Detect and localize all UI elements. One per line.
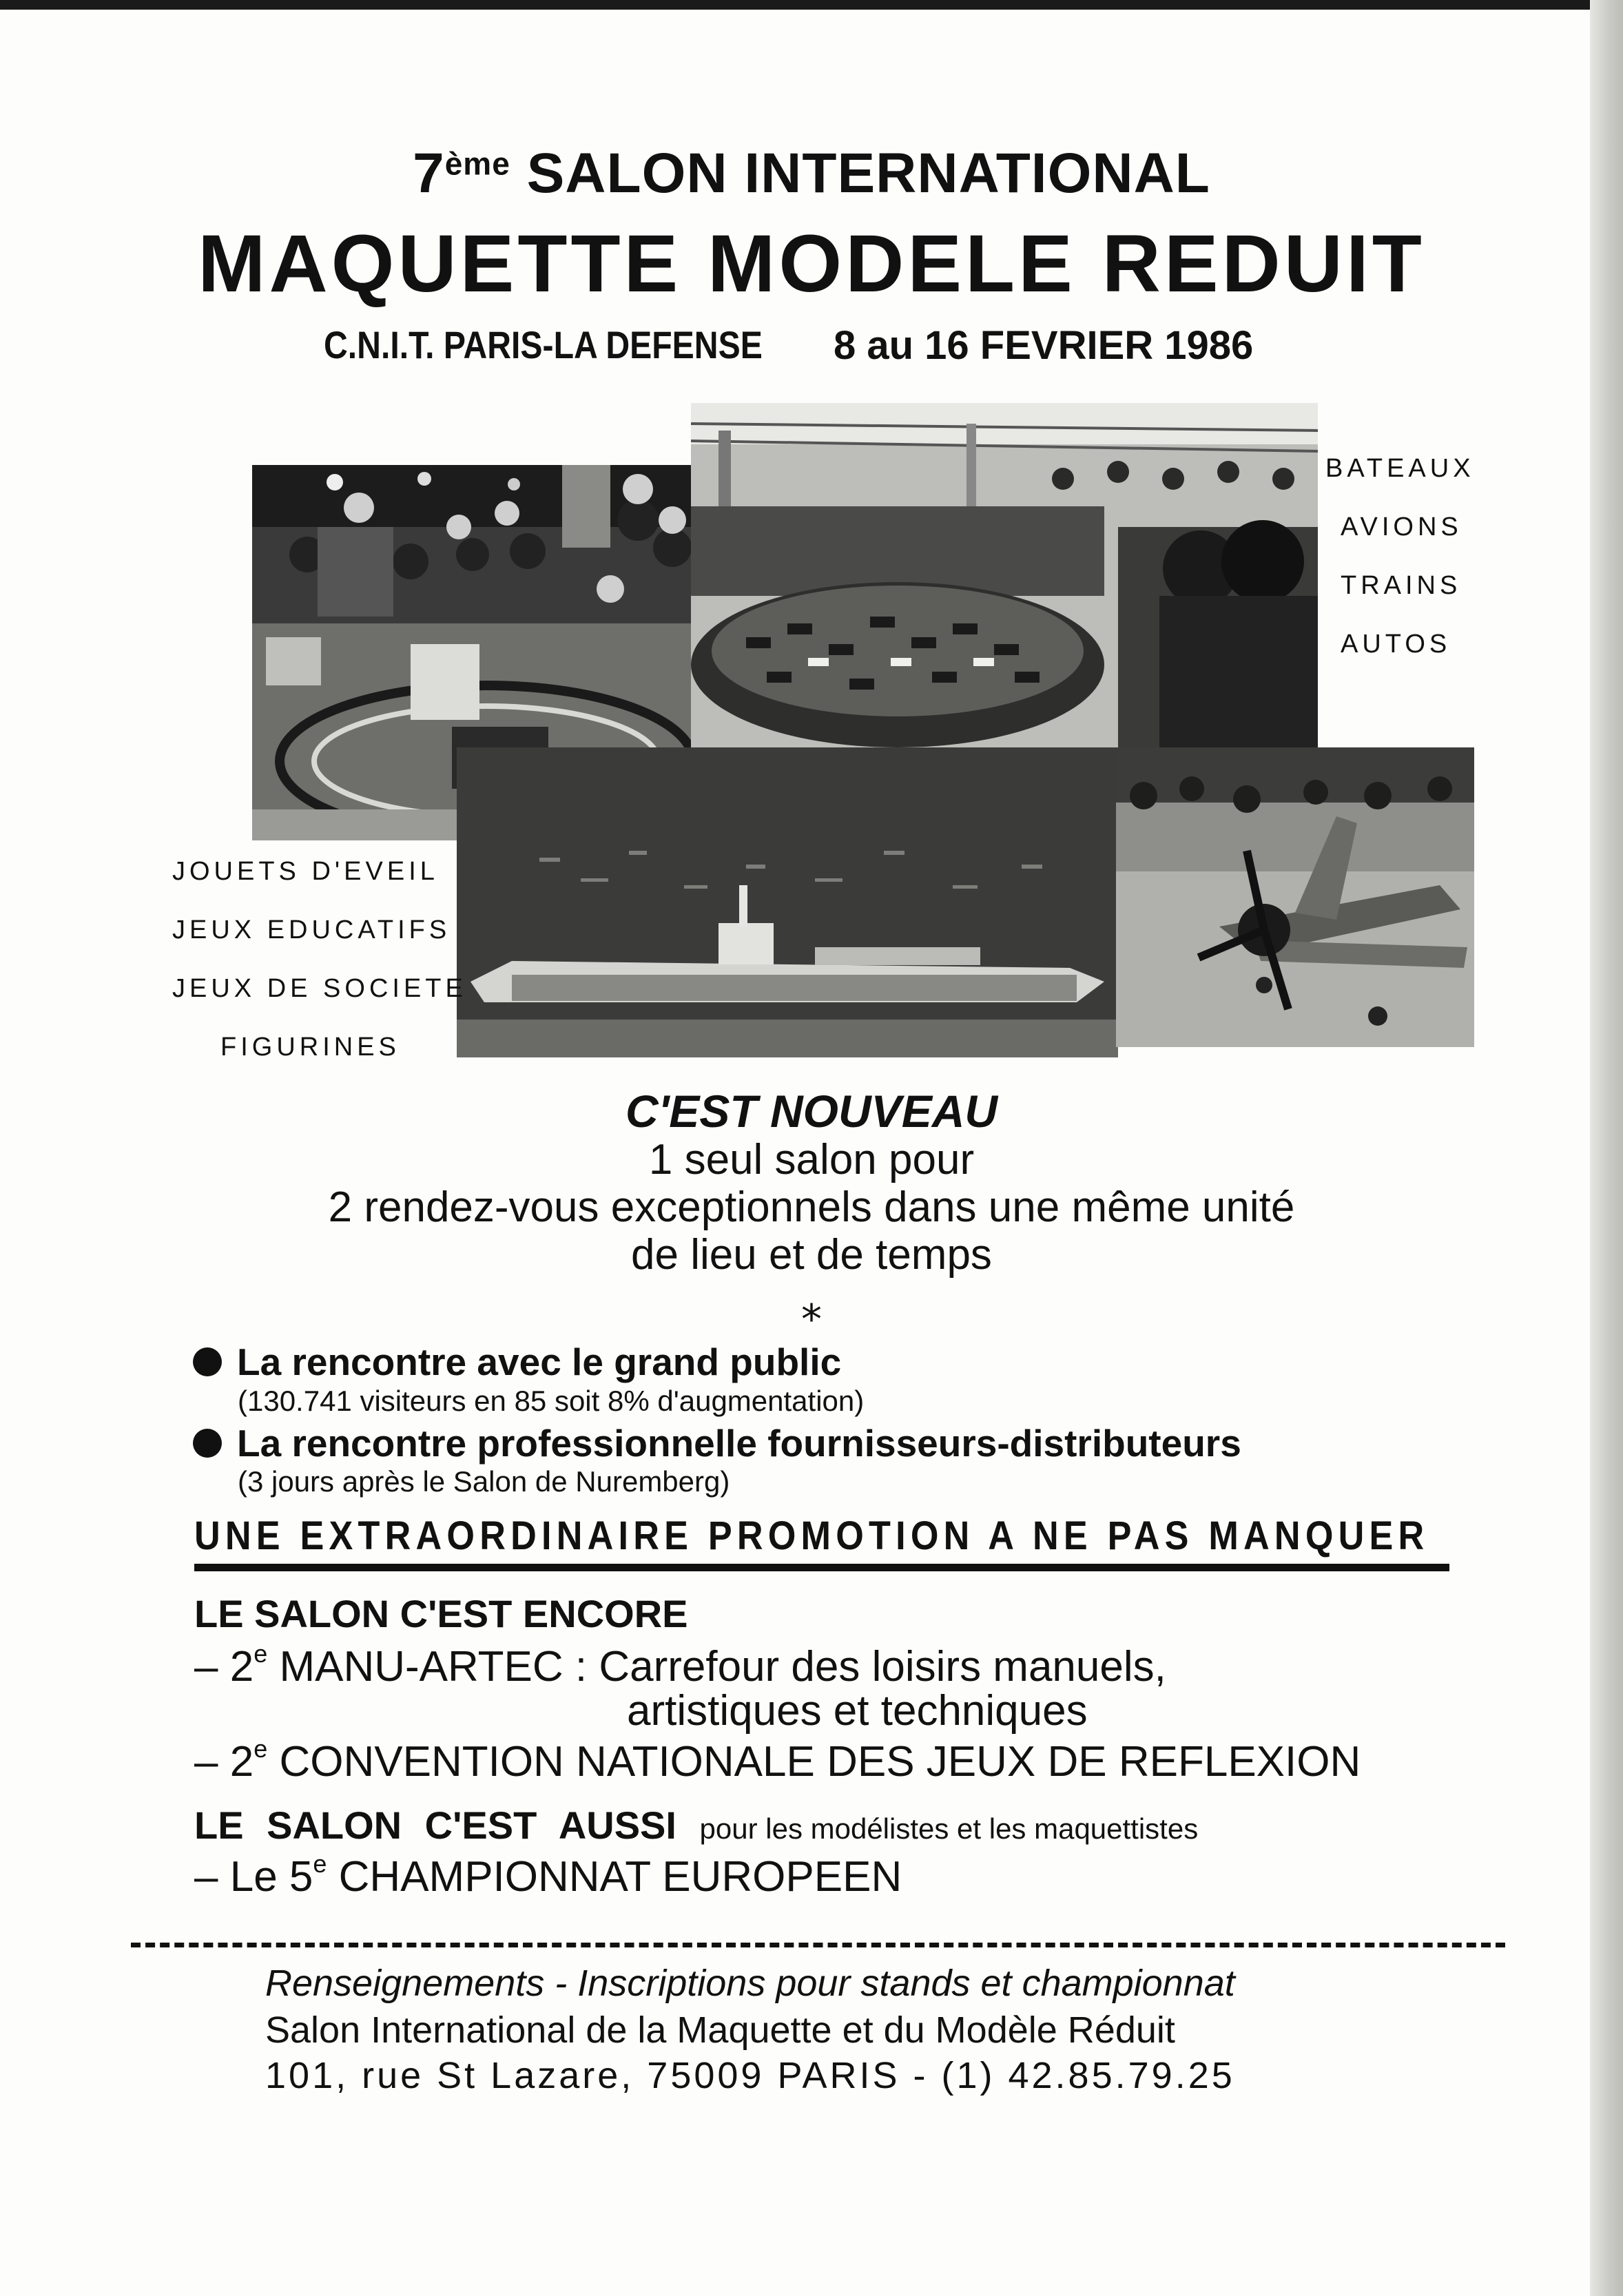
encore-item: – 2e MANU-ARTEC : Carrefour des loisirs manuels, — [194, 1640, 1166, 1690]
category-item: FIGURINES — [220, 1033, 400, 1062]
bullet-item — [193, 1340, 841, 1384]
bullet-note: (3 jours après le Salon de Nuremberg) — [238, 1465, 730, 1498]
dashed-divider — [131, 1943, 1505, 1947]
nouveau-line: de lieu et de temps — [631, 1231, 992, 1279]
bullet-title: La rencontre avec le grand public — [237, 1341, 842, 1383]
encore-item: – 2e CONVENTION NATIONALE DES JEUX DE REFLEXION — [194, 1735, 1361, 1786]
salon-heading: 7ème SALON INTERNATIONAL — [413, 142, 1210, 205]
category-item: JEUX DE SOCIETE — [172, 974, 467, 1003]
promo-underline — [194, 1564, 1449, 1571]
footer-address: 101, rue St Lazare, 75009 PARIS - (1) 42.85.79.25 — [265, 2055, 1235, 2096]
aussi-item: – Le 5e CHAMPIONNAT EUROPEEN — [194, 1850, 902, 1901]
page-top-border — [0, 0, 1623, 10]
category-item: AVIONS — [1341, 513, 1462, 541]
nouveau-heading: C'EST NOUVEAU — [625, 1086, 998, 1137]
separator-star: ⁎ — [801, 1283, 822, 1330]
category-item: TRAINS — [1341, 571, 1462, 600]
photo-model-aircraft — [1116, 747, 1474, 1047]
bullet-icon — [193, 1347, 222, 1376]
category-item: JOUETS D'EVEIL — [172, 857, 439, 886]
page-title: MAQUETTE MODELE REDUIT — [198, 218, 1425, 309]
encore-item-continuation: artistiques et techniques — [627, 1687, 1088, 1735]
encore-heading: LE SALON C'EST ENCORE — [194, 1592, 688, 1635]
promo-banner: UNE EXTRAORDINAIRE PROMOTION A NE PAS MANQUER — [194, 1513, 1429, 1558]
category-list-left — [172, 842, 467, 1077]
nouveau-line: 2 rendez-vous exceptionnels dans une même unité — [328, 1183, 1295, 1231]
location-text: C.N.I.T. PARIS-LA DEFENSE — [324, 323, 763, 366]
photo-ship-pool — [457, 747, 1118, 1057]
date-text: 8 au 16 FEVRIER 1986 — [834, 323, 1254, 368]
bullet-icon — [193, 1429, 222, 1458]
nouveau-line: 1 seul salon pour — [648, 1136, 975, 1183]
bullet-note: (130.741 visiteurs en 85 soit 8% d'augmentation) — [238, 1385, 865, 1417]
bullet-title: La rencontre professionnelle fournisseurs-distributeurs — [237, 1422, 1241, 1465]
category-item: AUTOS — [1341, 630, 1451, 659]
category-list-right — [1325, 439, 1475, 674]
category-item: JEUX EDUCATIFS — [172, 916, 451, 944]
bullet-item — [193, 1421, 1241, 1465]
aussi-heading: LE SALON C'EST AUSSI pour les modélistes et les maquettistes — [194, 1803, 1199, 1847]
footer-line: Salon International de la Maquette et du Modèle Réduit — [265, 2009, 1175, 2051]
footer-line: Renseignements - Inscriptions pour stands et championnat — [265, 1963, 1235, 2004]
photo-car-display — [691, 403, 1318, 749]
category-item: BATEAUX — [1325, 454, 1475, 483]
